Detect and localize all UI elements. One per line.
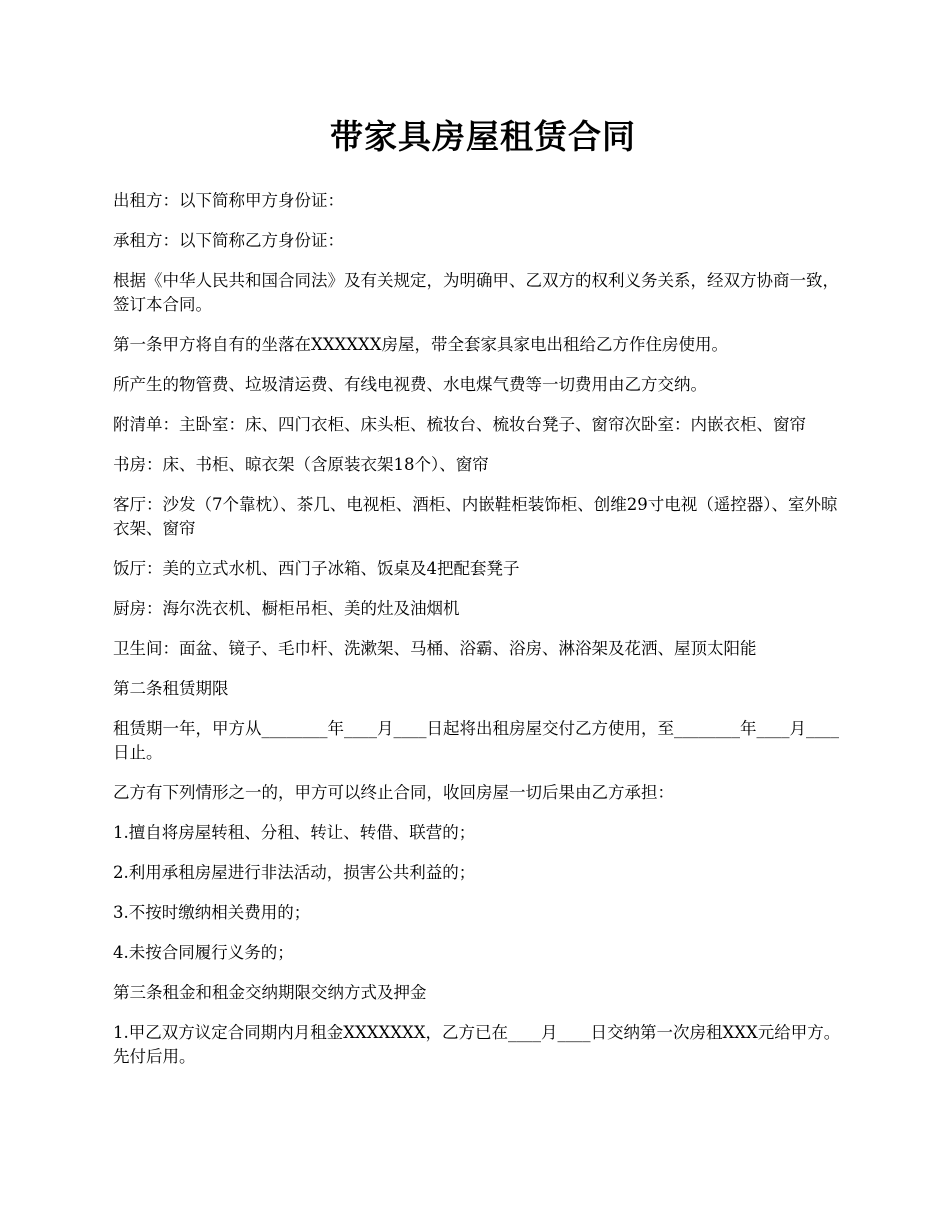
- paragraph-fees: 所产生的物管费、垃圾清运费、有线电视费、水电煤气费等一切费用由乙方交纳。: [113, 375, 707, 394]
- paragraph-lessor: 出租方：以下简称甲方身份证：: [113, 191, 344, 210]
- paragraph-lease-term: 租赁期一年，甲方从________年____月____日起将出租房屋交付乙方使用，至________年____月____日止。: [113, 719, 839, 762]
- document-title: 带家具房屋租赁合同: [330, 117, 636, 156]
- paragraph-condition-2: 2.利用承租房屋进行非法活动，损害公共利益的；: [113, 863, 476, 882]
- paragraph-termination-conditions: 乙方有下列情形之一的，甲方可以终止合同，收回房屋一切后果由乙方承担：: [113, 783, 674, 802]
- paragraph-article-2-heading: 第二条租赁期限: [113, 679, 229, 698]
- paragraph-article-3-heading: 第三条租金和租金交纳期限交纳方式及押金: [113, 983, 427, 1002]
- paragraph-inventory-study: 书房：床、书柜、晾衣架（含原装衣架18个）、窗帘: [113, 455, 489, 474]
- paragraph-condition-4: 4.未按合同履行义务的；: [113, 943, 294, 962]
- paragraph-inventory-living-room: 客厅：沙发（7个靠枕）、茶几、电视柜、酒柜、内嵌鞋柜装饰柜、创维29寸电视（遥控器）、室外晾衣架、窗帘: [113, 495, 838, 538]
- paragraph-condition-3: 3.不按时缴纳相关费用的；: [113, 903, 311, 922]
- paragraph-inventory-bedrooms: 附清单：主卧室：床、四门衣柜、床头柜、梳妆台、梳妆台凳子、窗帘次卧室：内嵌衣柜、窗帘: [113, 415, 806, 434]
- paragraph-inventory-bathroom: 卫生间：面盆、镜子、毛巾杆、洗漱架、马桶、浴霸、浴房、淋浴架及花洒、屋顶太阳能: [113, 639, 757, 658]
- paragraph-article-1: 第一条甲方将自有的坐落在XXXXXX房屋，带全套家具家电出租给乙方作住房使用。: [113, 335, 728, 354]
- paragraph-inventory-kitchen: 厨房：海尔洗衣机、橱柜吊柜、美的灶及油烟机: [113, 599, 460, 618]
- paragraph-rent-payment: 1.甲乙双方议定合同期内月租金XXXXXXX，乙方已在____月____日交纳第一次房租XXX元给甲方。先付后用。: [113, 1023, 841, 1066]
- document-body: [113, 112, 853, 1085]
- paragraph-lessee: 承租方：以下简称乙方身份证：: [113, 231, 344, 250]
- paragraph-condition-1: 1.擅自将房屋转租、分租、转让、转借、联营的；: [113, 823, 476, 842]
- paragraph-inventory-dining-room: 饭厅：美的立式水机、西门子冰箱、饭桌及4把配套凳子: [113, 559, 520, 578]
- paragraph-preamble: 根据《中华人民共和国合同法》及有关规定，为明确甲、乙双方的权利义务关系，经双方协商一致，签订本合同。: [113, 271, 839, 314]
